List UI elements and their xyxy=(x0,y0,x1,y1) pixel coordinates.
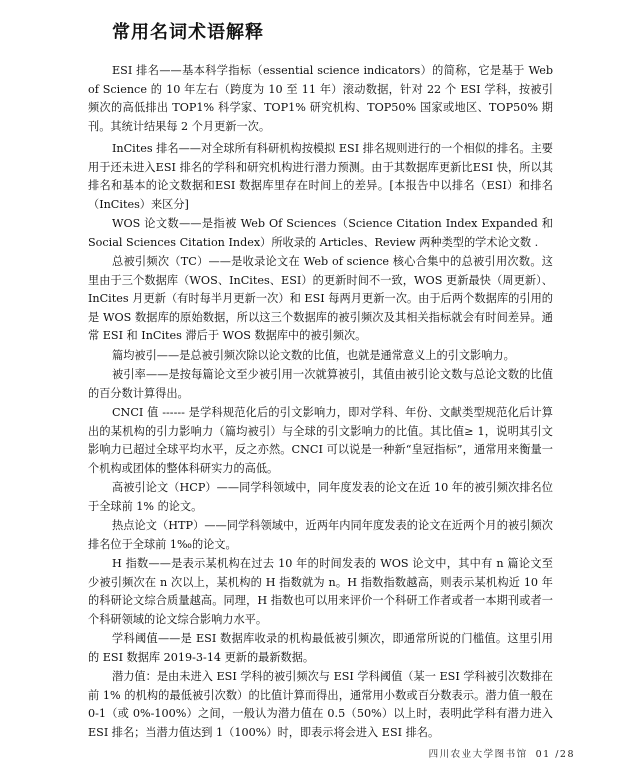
term-h-index: H 指数——是表示某机构在过去 10 年的时间发表的 WOS 论文中，其中有 n 篇论文至少被引频次在 n 次以上，某机构的 H 指数就为 n。H 指数指数越高，则表示某机构近 10 年的科研论文综合质量越高。同理，H 指数也可以用来评价一个科研工作者或者一本期刊或者一个科研领域的论文综合影响力水平。 xyxy=(88,557,553,626)
term-citations-per-paper: 篇均被引——是总被引频次除以论文数的比值，也就是通常意义上的引文影响力。 xyxy=(112,348,515,362)
term-incites-ranking: InCites 排名——对全球所有科研机构按模拟 ESI 排名规则进行的一个相似的排名。主要用于还未进入ESI 排名的学科和研究机构进行潜力预测。由于其数据库更新比ESI 快，所以其排名和基本的论文数据和ESI 数据库里存在时间上的差异。[本报告中以排名（ESI）和排名（InCites）来区分] xyxy=(88,142,553,211)
page-footer xyxy=(429,746,575,760)
page-number: 01 /28 xyxy=(535,749,575,760)
term-wos-papers: WOS 论文数——是指被 Web Of Sciences（Science Citation Index Expanded 和 Social Sciences Citation Index）所收录的 Articles、Review 两种类型的学术论文数 . xyxy=(88,217,553,249)
term-total-citations: 总被引频次（TC）——是收录论文在 Web of science 核心合集中的总被引用次数。这里由于三个数据库（WOS、InCites、ESI）的更新时间不一致，WOS 更新最快（周更新）、InCites 月更新（有时每半月更新一次）和 ESI 每两月更新一次。由于后两个数据库的引用的是 WOS 数据库的原始数据，所以这三个数据库的被引频次及其相关指标就会有时间差异。通常 ESI 和 InCites 滞后于 WOS 数据库中的被引频次。 xyxy=(88,255,553,342)
term-esi-ranking: ESI 排名——基本科学指标（essential science indicators）的简称，它是基于 Web of Science 的 10 年左右（跨度为 10 至 11 年）滚动数据，针对 22 个 ESI 学科，按被引频次的高低排出 TOP1% 科学家、TOP1% 研究机构、TOP50% 国家或地区、TOP50% 期刊。其统计结果每 2 个月更新一次。 xyxy=(88,64,553,133)
term-potential-value: 潜力值：是由未进入 ESI 学科的被引频次与 ESI 学科阈值（某一 ESI 学科被引次数排在前 1% 的机构的最低被引次数）的比值计算而得出，通常用小数或百分数表示。潜力值一般在 0-1（或 0%-100%）之间，一般认为潜力值在 0.5（50%）以上时，表明此学科有潜力进入 ESI 排名；当潜力值达到 1（100%）时，即表示将会进入 ESI 排名。 xyxy=(88,670,553,739)
term-cnci: CNCI 值 ------ 是学科规范化后的引文影响力，即对学科、年份、文献类型规范化后计算出的某机构的引力影响力（篇均被引）与全球的引文影响力的比值。其比值≥ 1，说明其引文影响力已超过全球平均水平，反之亦然。CNCI 可以说是一种新“皇冠指标”，通常用来衡量一个机构或团体的整体科研实力的高低。 xyxy=(88,406,553,475)
term-highly-cited-papers: 高被引论文（HCP）——同学科领域中，同年度发表的论文在近 10 年的被引频次排名位于全球前 1% 的论文。 xyxy=(88,481,553,513)
term-subject-threshold: 学科阈值——是 ESI 数据库收录的机构最低被引频次，即通常所说的门槛值。这里引用的 ESI 数据库 2019-3-14 更新的最新数据。 xyxy=(88,632,553,664)
term-cited-rate: 被引率——是按每篇论文至少被引用一次就算被引，其值由被引论文数与总论文数的比值的百分数计算得出。 xyxy=(88,368,553,400)
glossary-body xyxy=(88,62,553,743)
footer-library-name: 四川农业大学图书馆 xyxy=(428,749,528,760)
term-hot-papers: 热点论文（HTP）——同学科领域中，近两年内同年度发表的论文在近两个月的被引频次排名位于全球前 1‰的论文。 xyxy=(88,519,553,551)
page-title: 常用名词术语解释 xyxy=(112,22,264,43)
